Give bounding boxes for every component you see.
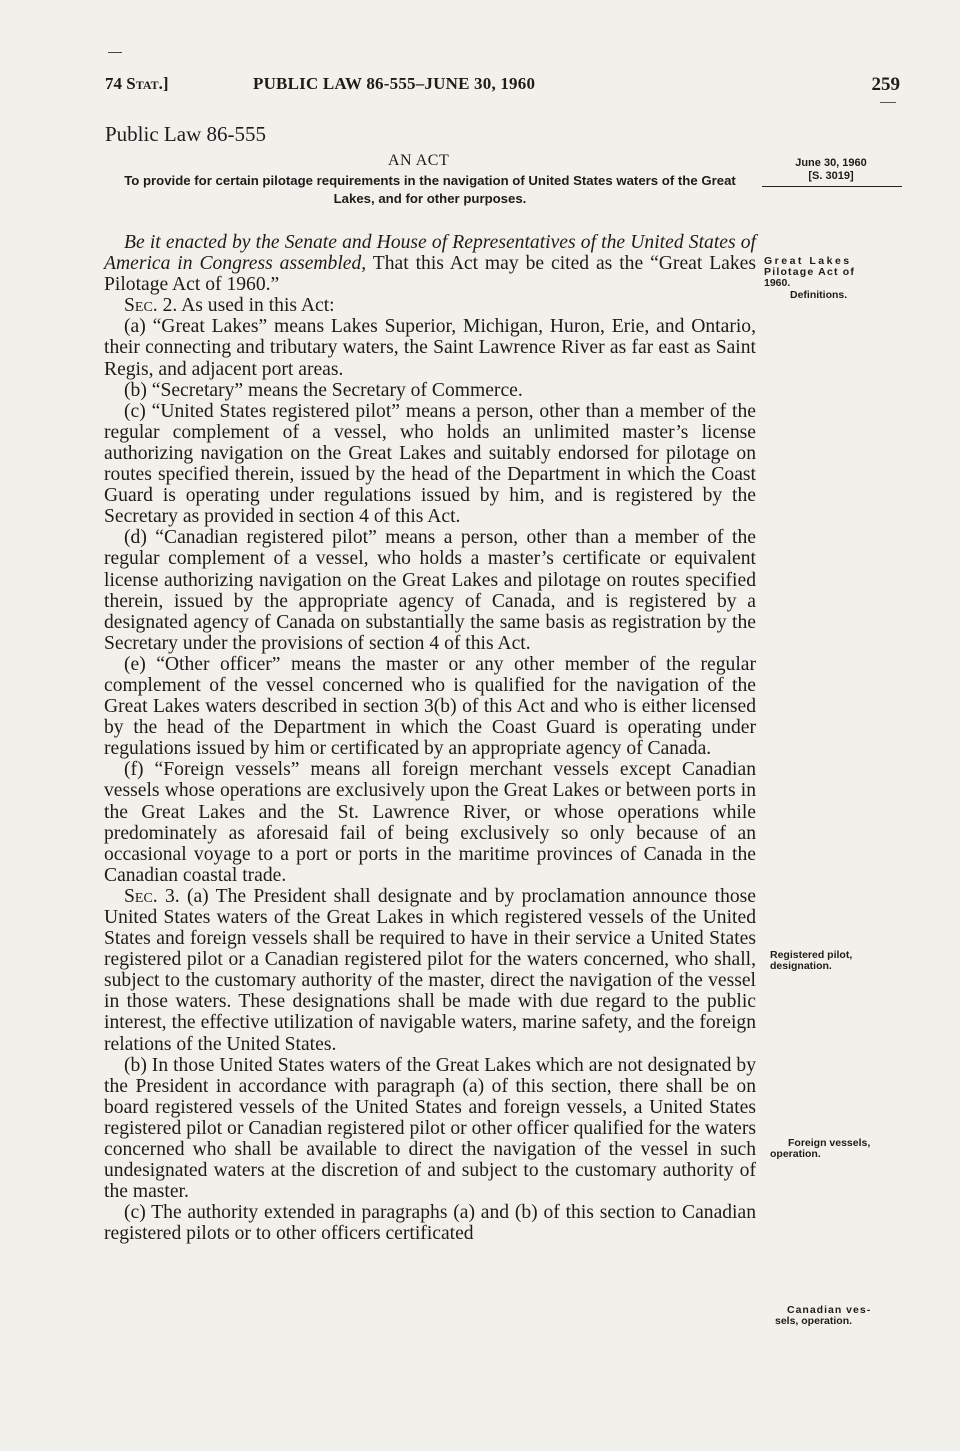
act-title: To provide for certain pilotage requirements in the navigation of United States waters of the Great Lakes, and for other purposes. <box>124 173 736 206</box>
act-body <box>104 232 756 1245</box>
header-title: PUBLIC LAW 86-555–JUNE 30, 1960 <box>253 74 536 93</box>
definition-f: (f) “Foreign vessels” means all foreign merchant vessels except Canadian vessels whose operations are exclusively upon the Great Lakes or between ports in the Great Lakes and the St. Lawrence River, or whose operations while predominately as aforesaid fail of being exclusively so only because of an occasional voyage to a port or ports in the maritime provinces of Canada in the Canadian coastal trade. <box>104 759 756 886</box>
sec3-label: Sec. 3. <box>124 885 180 907</box>
definition-d: (d) “Canadian registered pilot” means a person, other than a member of the regular complement of a vessel, who holds a master’s certificate or equivalent license authorizing navigation on the Great Lakes and pilotage on routes specified therein, issued by the appropriate agency of Canada, and is registered by a designated agency of Canada on substantially the same basis as registration by the Secretary under the provisions of section 4 of this Act. <box>104 527 756 654</box>
margin-short-title <box>764 256 914 289</box>
act-heading: AN ACT <box>388 152 450 169</box>
enacting-paragraph <box>104 232 756 295</box>
margin-foreign-vessels-line1: Foreign vessels, <box>788 1137 871 1149</box>
margin-short-title-line3: 1960. <box>764 277 791 289</box>
margin-short-title-line2: Pilotage Act of <box>764 266 856 278</box>
margin-registered-pilot-line2: designation. <box>770 960 832 972</box>
margin-date: June 30, 1960 <box>795 157 867 169</box>
margin-date-rule <box>762 186 902 187</box>
running-header <box>105 74 900 98</box>
page-number: 259 <box>871 74 900 95</box>
right-rule-mark <box>880 102 896 103</box>
margin-foreign-vessels <box>770 1138 920 1160</box>
public-law-label: Public Law 86-555 <box>105 122 266 146</box>
margin-short-title-line1: Great Lakes <box>764 255 852 267</box>
margin-canadian-vessels-line2: sels, operation. <box>775 1315 853 1327</box>
definition-c: (c) “United States registered pilot” means a person, other than a member of the regular complement of a vessel, who holds an unlimited master’s license authorizing navigation on the Great Lakes and suitably endorsed for pilotage on routes specified therein, issued by the head of the Department in which the Coast Guard is operating under regulations issued by him, and is registered by the Secretary as provided in section 4 of this Act. <box>104 400 756 528</box>
margin-canadian-vessels-line1: Canadian ves- <box>787 1304 872 1316</box>
margin-foreign-vessels-line2: operation. <box>770 1148 821 1160</box>
margin-bill-number: [S. 3019] <box>808 170 854 182</box>
header-volume: 74 Stat.] <box>105 74 169 93</box>
margin-date-block <box>762 157 900 183</box>
definition-e: (e) “Other officer” means the master or any other member of the regular complement of the vessel concerned who is qualified for the navigation of the Great Lakes waters described in section 3(b) of this Act and who is either licensed by the head of the Department in which the Coast Guard is operating under regulations issued by him or certificated by an appropriate agency of Canada. <box>104 653 756 760</box>
sec3-a-text: (a) The President shall designate and by proclamation announce those United States waters of the Great Lakes in which registered vessels of the United States and foreign vessels shall be required to have in their service a United States registered pilot or a Canadian registered pilot for the waters concerned, who shall, subject to the customary authority of the master, direct the navigation of the vessel in those waters. These designations shall be made with due regard to the public interest, the effective utilization of navigable waters, marine safety, and the foreign relations of the United States. <box>104 885 757 1055</box>
sec3-paragraph-a <box>104 886 756 1055</box>
top-rule-mark <box>108 52 122 53</box>
sec2-label: Sec. 2. <box>124 295 178 317</box>
margin-canadian-vessels <box>775 1305 925 1327</box>
enacting-clause: Be it enacted by the Senate and House of Representatives of the United States of America in Congress assembled, <box>104 232 756 275</box>
margin-definitions: Definitions. <box>790 289 848 301</box>
enacting-rest: That this Act may be cited as the “Great Lakes Pilotage Act of 1960.” <box>104 253 756 296</box>
definition-a: (a) “Great Lakes” means Lakes Superior, Michigan, Huron, Erie, and Ontario, their connecting and tributary waters, the Saint Lawrence River as far east as Saint Regis, and adjacent port areas. <box>104 316 756 380</box>
sec3-paragraph-b: (b) In those United States waters of the Great Lakes which are not designated by the President in accordance with paragraph (a) of this section, there shall be on board registered vessels of the United States and foreign vessels, a United States registered pilot or Canadian registered pilot or other officer qualified for the waters concerned who shall be available to direct the navigation of the vessel in such undesignated waters at the discretion of and subject to the customary authority of the master. <box>104 1054 756 1203</box>
definition-b: (b) “Secretary” means the Secretary of Commerce. <box>124 379 523 401</box>
sec3-paragraph-c: (c) The authority extended in paragraphs (a) and (b) of this section to Canadian registered pilots or to other officers certificated <box>104 1202 756 1245</box>
sec2-heading <box>104 295 756 316</box>
margin-registered-pilot-line1: Registered pilot, <box>770 949 853 961</box>
margin-registered-pilot <box>770 950 920 972</box>
sec2-text: As used in this Act: <box>177 295 335 317</box>
